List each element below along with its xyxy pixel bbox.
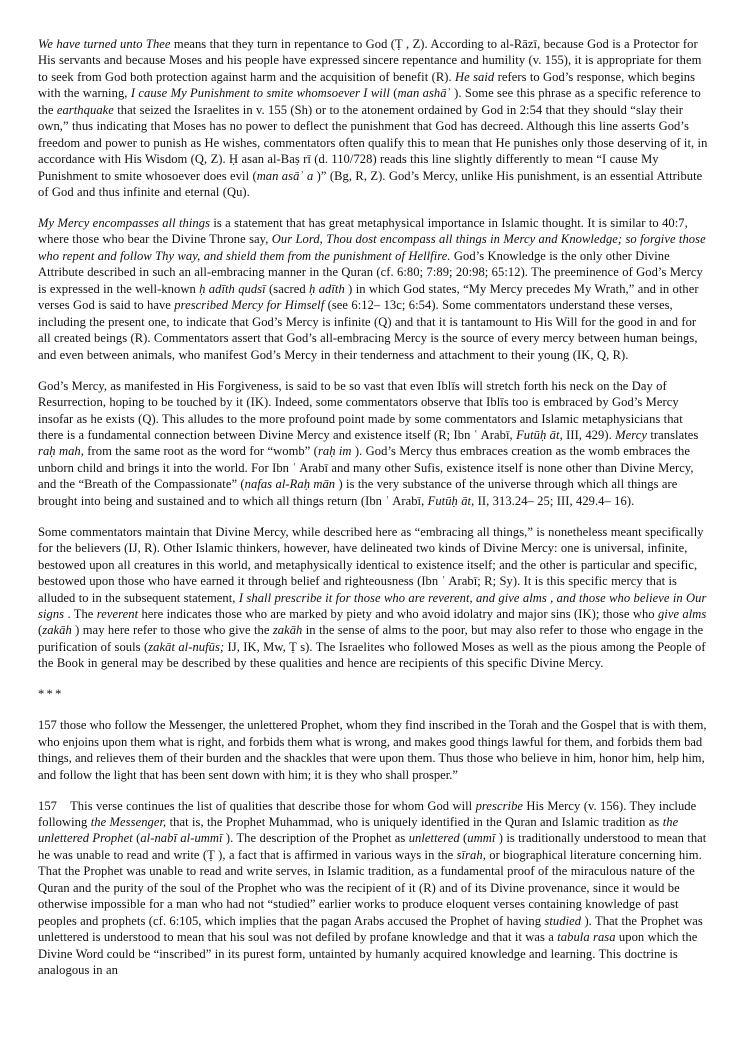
paragraph-mercy-forgiveness-iblis: God’s Mercy, as manifested in His Forgiveness, is said to be so vast that even Iblīs will stretch forth his neck on the Day of Resurrection, hoping to be touched by it (IK). Indeed, some commentators observe that Iblīs too is embraced by God’s Mercy insofar as he exists (Q). This alludes to the more profound point made by some commentators and Islamic metaphysicians that there is a fundamental connection between Divine Mercy and existence itself (R; Ibn ʿ Arabī, Futūḥ āt, III, 429). Mercy translates raḥ mah, from the same root as the word for “womb” (raḥ im ). God’s Mercy thus embraces creation as the womb embraces the unborn child and brings it into the world. For Ibn ʿ Arabī and many other Sufis, existence itself is none other than Divine Mercy, and the “Breath of the Compassionate” (nafas al-Raḥ mān ) is the very substance of the universe through which all things are brought into being and sustained and to which all things return (Ibn ʿ Arabī, Futūḥ āt, II, 313.24– 25; III, 429.4– 16).	[38, 378, 699, 508]
verse-157-translation: 157 those who follow the Messenger, the unlettered Prophet, whom they find inscribed in the Torah and the Gospel that is with them, who enjoins upon them what is right, and forbids them what is wrong, and makes good things lawful for them, and forbids them bad things, and relieves them of their burden and the shackles that were upon them. Thus those who believe in him, honor him, help him, and follow the light that has been sent down with him; it is they who shall prosper.”	[38, 718, 707, 782]
paragraph-commentary-157: 157 This verse continues the list of qualities that describe those for whom God will prescribe His Mercy (v. 156). They include following the Messenger, that is, the Prophet Muhammad, who is uniquely identified in the Quran and Islamic tradition as the unlettered Prophet (al-nabī al-ummī ). The description of the Prophet as unlettered (ummī ) is traditionally understood to mean that he was unable to read and write (Ṭ ), a fact that is affirmed in various ways in the sīrah, or biographical literature concerning him. That the Prophet was unable to read and write serves, in Islamic tradition, as a fundamental proof of the miraculous nature of the Quran and the purity of the soul of the Prophet who was the recipient of it (R) and of its Divine provenance, since it would be otherwise impossible for a man who had not “studied” earlier works to produce eloquent verses containing knowledge of past peoples and prophets (cf. 6:105, which implies that the pagan Arabs accused the Prophet of having studied ). That the Prophet was unlettered is understood to mean that his soul was not defiled by profane knowledge and that it was a tabula rasa upon which the Divine Word could be “inscribed” in its purest form, untainted by humanly acquired knowledge and learning. This doctrine is analogous in an	[38, 798, 707, 978]
paragraph-two-kinds-of-mercy: Some commentators maintain that Divine Mercy, while described here as “embracing all things,” is nonetheless meant specifically for the believers (IJ, R). Other Islamic thinkers, however, have delineated two kinds of Divine Mercy: one is universal, infinite, bestowed upon all creatures in this world, and metaphysically identical to existence itself; and the other is particular and specific, bestowed upon those who have earned it through belief and righteousness (Ibn ʿ Arabī; R; Sy). It is this specific mercy that is alluded to in the subsequent statement, I shall prescribe it for those who are reverent, and give alms , and those who believe in Our signs . The reverent here indicates those who are marked by piety and who avoid idolatry and major sins (IK); those who give alms (zakāh ) may here refer to those who give the zakāh in the sense of alms to the poor, but may also refer to those who engage in the purification of souls (zakāt al-nufūs; IJ, IK, Mw, Ṭ s). The Israelites who followed Moses as well as the pious among the People of the Book in general may be described by these qualities and hence are recipients of this specific Divine Mercy.	[38, 524, 707, 671]
paragraph-my-mercy-encompasses: My Mercy encompasses all things is a statement that has great metaphysical importance in Islamic thought. It is similar to 40:7, where those who bear the Divine Throne say, Our Lord, Thou dost encompass all things in Mercy and Knowledge; so forgive those who repent and follow Thy way, and shield them from the punishment of Hellfire. God’s Knowledge is the only other Divine Attribute described in such an all-embracing manner in the Quran (cf. 6:80; 7:89; 20:98; 65:12). The preeminence of God’s Mercy is expressed in the well-known ḥ adīth qudsī (sacred ḥ adīth ) in which God states, “My Mercy precedes My Wrath,” and in other verses God is said to have prescribed Mercy for Himself (see 6:12– 13c; 6:54). Some commentators understand these verses, including the present one, to indicate that God’s Mercy is infinite (Q) and that it is tantamount to His Will for the good in and for all created beings (R). Commentators assert that God’s all-embracing Mercy is the source of every mercy between human beings, and even between animals, who manifest God’s Mercy in their tenderness and attachment to their young (IK, Q, R).	[38, 216, 706, 362]
paragraph-turned-unto-thee: We have turned unto Thee means that they turn in repentance to God (Ṭ , Z). According to al-Rāzī, because God is a Protector for His servants and because Moses and his people have expressed sincere repentance and humility (v. 155), it is appropriate for them to seek from God both protection against harm and the acquisition of benefit (R). He said refers to God’s response, which begins with the warning, I cause My Punishment to smite whomsoever I will (man ashāʾ ). Some see this phrase as a specific reference to the earthquake that seized the Israelites in v. 155 (Sh) or to the atonement ordained by God in 2:54 that they should “slay their own,” thus indicating that Moses has no power to deflect the punishment that God has decreed. Although this line asserts God’s freedom and power to punish as He wishes, commentators often qualify this to mean that He punishes only those deserving of it, in accordance with His Wisdom (Q, Z). Ḥ asan al-Baṣ rī (d. 110/728) reads this line slightly differently to mean “I cause My Punishment to smite whosoever does evil (man asāʾ a )” (Bg, R, Z). God’s Mercy, unlike His punishment, is an essential Attribute of God and thus infinite and eternal (Qu).	[38, 37, 708, 200]
section-break-asterisks: ***	[38, 687, 64, 702]
